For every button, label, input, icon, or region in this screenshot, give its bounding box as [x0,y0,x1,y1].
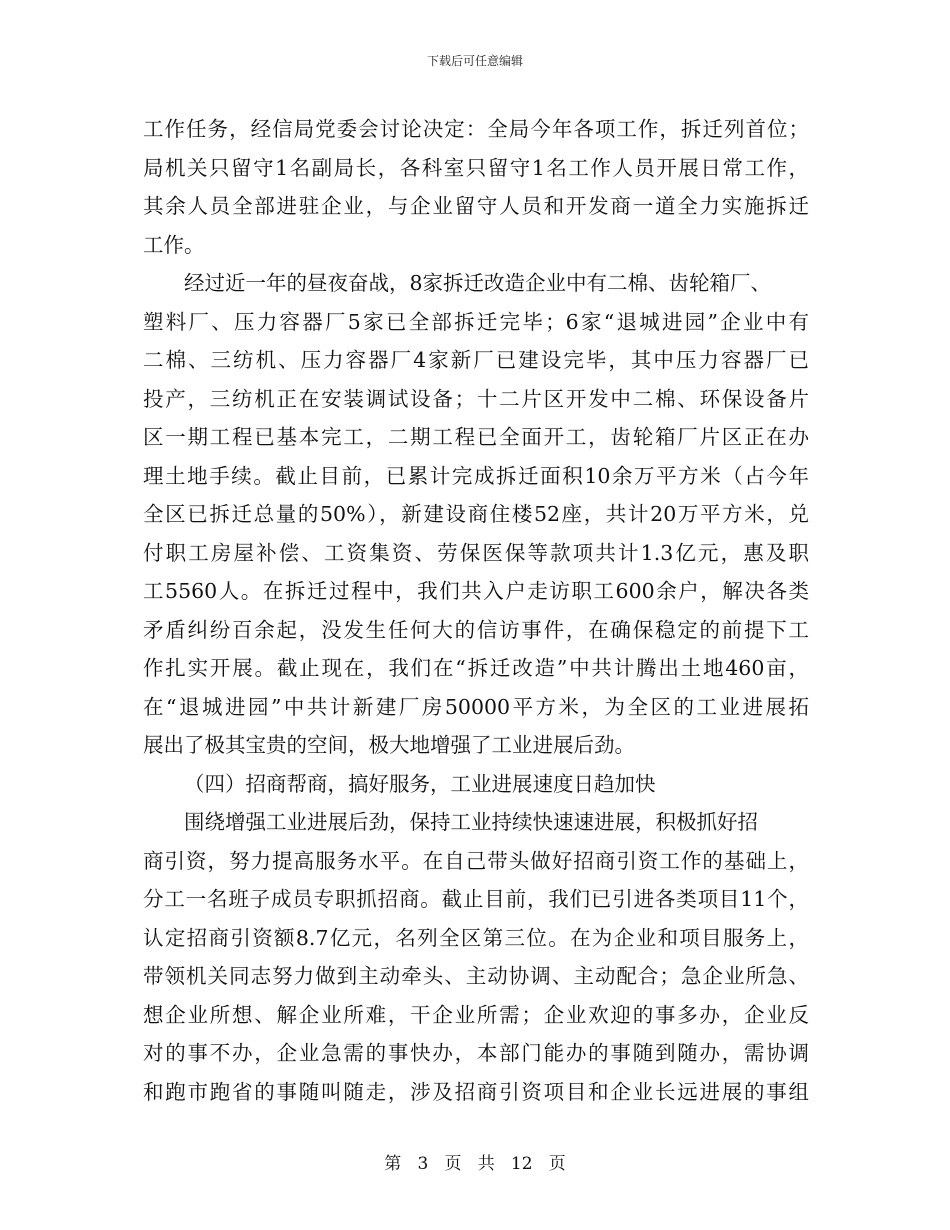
footer-label-unit: 页 [444,1154,462,1174]
text-line: 对的事不办，企业急需的事快办，本部门能办的事随到随办，需协调 [143,1041,809,1065]
text-line: 理土地手续。截止目前，已累计完成拆迁面积10余万平方米（占今年 [143,463,809,488]
footer-label-page: 第 [384,1154,402,1174]
footer-total-pages: 12 [510,1154,533,1174]
text-line: 分工一名班子成员专职抓招商。截止目前，我们已引进各类项目11个， [143,887,809,911]
text-line: 认定招商引资额8.7亿元，名列全区第三位。在为企业和项目服务上， [143,925,809,950]
document-body [143,110,809,1111]
footer-current-page: 3 [417,1154,429,1174]
text-line: 投产，三纺机正在安装调试设备；十二片区开发中二棉、环保设备片 [143,386,809,411]
text-line: 展出了极其宝贵的空间，极大地增强了工业进展后劲。 [143,733,635,757]
text-line: 二棉、三纺机、压力容器厂4家新厂已建设完毕，其中压力容器厂已 [143,348,809,372]
text-line: 作扎实开展。截止现在，我们在“拆迁改造”中共计腾出土地460亩， [143,656,809,680]
text-line: 全区已拆迁总量的50%），新建设商住楼52座，共计20万平方米，兑 [143,502,809,526]
text-line: 塑料厂、压力容器厂5家已全部拆迁完毕；6家“退城进园”企业中有 [143,309,809,334]
text-line: 经过近一年的昼夜奋战，8家拆迁改造企业中有二棉、齿轮箱厂、 [184,271,772,295]
section-heading: （四）招商帮商，搞好服务，工业进展速度日趋加快 [184,771,656,796]
text-line: 局机关只留守1名副局长，各科室只留守1名工作人员开展日常工作， [143,155,809,180]
text-line: 在“退城进园”中共计新建厂房50000平方米，为全区的工业进展拓 [143,694,809,719]
footer-label-total: 共 [477,1154,495,1174]
text-line: 商引资，努力提高服务水平。在自己带头做好招商引资工作的基础上， [143,848,809,873]
text-line: 想企业所想、解企业所难，干企业所需；企业欢迎的事多办，企业反 [143,1002,809,1027]
footer-label-unit-end: 页 [548,1154,566,1174]
text-line: 付职工房屋补偿、工资集资、劳保医保等款项共计1.3亿元，惠及职 [143,540,809,565]
text-line: 矛盾纠纷百余起，没发生任何大的信访事件，在确保稳定的前提下工 [143,617,809,642]
text-line: 工作任务，经信局党委会讨论决定：全局今年各项工作，拆迁列首位； [143,117,809,141]
text-line: 区一期工程已基本完工，二期工程已全面开工，齿轮箱厂片区正在办 [143,425,809,449]
text-line: 带领机关同志努力做到主动牵头、主动协调、主动配合；急企业所急、 [143,964,809,988]
text-line: 围绕增强工业进展后劲，保持工业持续快速速进展，积极抓好招 [184,810,758,834]
text-line: 工5560人。在拆迁过程中，我们共入户走访职工600余户，解决各类 [143,579,809,603]
text-line: 其余人员全部进驻企业，与企业留守人员和开发商一道全力实施拆迁 [143,194,809,218]
page-footer [0,1153,950,1175]
text-line: 和跑市跑省的事随叫随走，涉及招商引资项目和企业长远进展的事组 [143,1079,809,1104]
text-line: 工作。 [143,232,205,257]
page-header: 下载后可任意编辑 [426,54,523,68]
